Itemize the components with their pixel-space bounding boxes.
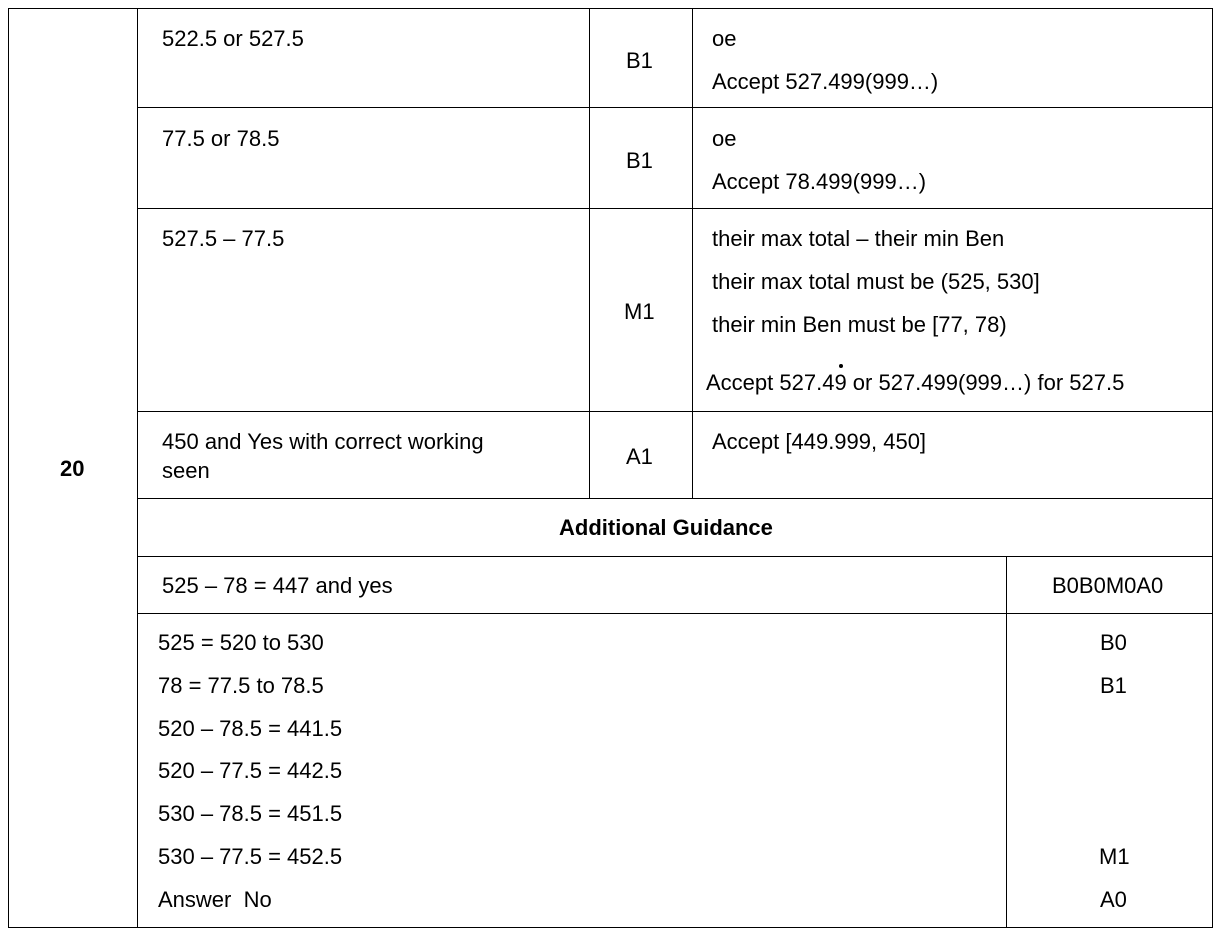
comment-line: their max total must be (525, 530]	[712, 269, 1040, 294]
comment-line: their min Ben must be [77, 78)	[712, 312, 1007, 337]
table-border-answer-mark	[589, 8, 590, 498]
guidance-line: Answer No	[158, 887, 272, 912]
comment-line: Accept 527.499(999…)	[712, 69, 939, 94]
row-divider	[137, 556, 1213, 557]
guidance-mark: B1	[1100, 673, 1127, 698]
mark-cell: B1	[626, 48, 653, 73]
guidance-line: 520 – 78.5 = 441.5	[158, 716, 343, 741]
guidance-example-marks: B0B0M0A0	[1052, 573, 1164, 598]
answer-cell: 527.5 – 77.5	[162, 226, 285, 251]
row-divider	[137, 613, 1213, 614]
comment-line: Accept 78.499(999…)	[712, 169, 927, 194]
accept-prefix: Accept 527.4	[706, 370, 835, 395]
answer-cell: 77.5 or 78.5	[162, 126, 280, 151]
table-border-left	[8, 8, 9, 928]
mark-cell: B1	[626, 148, 653, 173]
row-divider	[137, 498, 1213, 499]
guidance-mark: B0	[1100, 630, 1127, 655]
table-border-right	[1212, 8, 1213, 928]
answer-cell: seen	[162, 458, 210, 483]
accept-recurring-line	[706, 372, 1124, 394]
answer-cell: 522.5 or 527.5	[162, 26, 304, 51]
comment-line: oe	[712, 26, 737, 51]
additional-guidance-heading: Additional Guidance	[559, 515, 773, 540]
table-border-bottom	[8, 927, 1213, 928]
answer-cell: 450 and Yes with correct working	[162, 429, 484, 454]
mark-cell: M1	[624, 299, 655, 324]
row-divider	[137, 208, 1213, 209]
row-divider	[137, 411, 1213, 412]
guidance-mark: M1	[1099, 844, 1130, 869]
question-number: 20	[60, 456, 85, 481]
table-border-guidance-marks	[1006, 556, 1007, 928]
guidance-line: 78 = 77.5 to 78.5	[158, 673, 324, 698]
table-border-top	[8, 8, 1213, 9]
comment-line: Accept [449.999, 450]	[712, 429, 927, 454]
recurring-digit: 9	[834, 370, 847, 395]
comment-line: their max total – their min Ben	[712, 226, 1005, 251]
guidance-mark: A0	[1100, 887, 1127, 912]
guidance-line: 530 – 78.5 = 451.5	[158, 801, 343, 826]
table-border-qcol	[137, 8, 138, 928]
guidance-line: 530 – 77.5 = 452.5	[158, 844, 343, 869]
row-divider	[137, 107, 1213, 108]
guidance-example: 525 – 78 = 447 and yes	[162, 573, 393, 598]
table-border-mark-comments	[692, 8, 693, 498]
guidance-line: 520 – 77.5 = 442.5	[158, 758, 343, 783]
guidance-line: 525 = 520 to 530	[158, 630, 324, 655]
accept-suffix: or 527.499(999…) for 527.5	[846, 370, 1125, 395]
mark-cell: A1	[626, 444, 653, 469]
comment-line: oe	[712, 126, 737, 151]
